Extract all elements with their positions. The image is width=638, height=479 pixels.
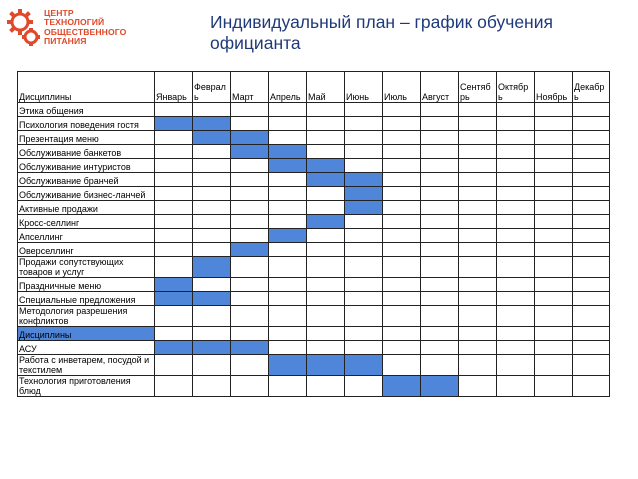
- schedule-cell: [155, 341, 193, 355]
- schedule-cell: [307, 341, 345, 355]
- month-header: Октябр ь: [497, 72, 535, 103]
- schedule-cell: [307, 243, 345, 257]
- schedule-cell: [459, 159, 497, 173]
- schedule-cell: [193, 376, 231, 397]
- schedule-cell: [155, 173, 193, 187]
- schedule-cell: [193, 215, 231, 229]
- schedule-cell: [231, 278, 269, 292]
- schedule-cell: [383, 376, 421, 397]
- month-header: Июль: [383, 72, 421, 103]
- schedule-cell: [155, 103, 193, 117]
- schedule-cell: [269, 243, 307, 257]
- discipline-name: Психология поведения гостя: [18, 117, 155, 131]
- schedule-cell: [497, 145, 535, 159]
- schedule-cell: [383, 257, 421, 278]
- schedule-cell: [497, 173, 535, 187]
- schedule-cell: [383, 229, 421, 243]
- month-header: Май: [307, 72, 345, 103]
- schedule-cell: [535, 145, 573, 159]
- schedule-cell: [497, 327, 535, 341]
- schedule-cell: [307, 215, 345, 229]
- page-title-line1: Индивидуальный план – график обучения: [210, 12, 553, 32]
- schedule-cell: [345, 117, 383, 131]
- discipline-name: Дисциплины: [18, 327, 155, 341]
- schedule-cell: [459, 355, 497, 376]
- schedule-cell: [535, 117, 573, 131]
- schedule-cell: [231, 215, 269, 229]
- schedule-cell: [535, 215, 573, 229]
- schedule-cell: [269, 187, 307, 201]
- month-header: Март: [231, 72, 269, 103]
- schedule-cell: [345, 355, 383, 376]
- table-row: [18, 341, 610, 355]
- schedule-cell: [345, 278, 383, 292]
- schedule-cell: [383, 355, 421, 376]
- schedule-cell: [421, 215, 459, 229]
- schedule-cell: [497, 376, 535, 397]
- schedule-cell: [459, 117, 497, 131]
- table-row: [18, 355, 610, 376]
- table-row: [18, 257, 610, 278]
- schedule-cell: [459, 306, 497, 327]
- schedule-cell: [421, 278, 459, 292]
- schedule-cell: [421, 341, 459, 355]
- schedule-cell: [383, 159, 421, 173]
- schedule-cell: [383, 243, 421, 257]
- gear-logo-icon: [6, 8, 42, 48]
- schedule-cell: [459, 131, 497, 145]
- schedule-cell: [535, 306, 573, 327]
- schedule-cell: [193, 278, 231, 292]
- schedule-cell: [193, 201, 231, 215]
- schedule-cell: [497, 341, 535, 355]
- schedule-cell: [383, 131, 421, 145]
- schedule-cell: [573, 131, 610, 145]
- schedule-cell: [155, 376, 193, 397]
- schedule-cell: [155, 187, 193, 201]
- schedule-cell: [535, 173, 573, 187]
- schedule-cell: [345, 306, 383, 327]
- discipline-name: Презентация меню: [18, 131, 155, 145]
- schedule-cell: [307, 131, 345, 145]
- schedule-cell: [573, 243, 610, 257]
- table-row: [18, 229, 610, 243]
- logo-line: ОБЩЕСТВЕННОГО: [44, 26, 127, 37]
- schedule-cell: [459, 376, 497, 397]
- schedule-cell: [155, 201, 193, 215]
- table-row: [18, 103, 610, 117]
- schedule-cell: [155, 131, 193, 145]
- schedule-cell: [573, 103, 610, 117]
- discipline-name: Специальные предложения: [18, 292, 155, 306]
- schedule-cell: [345, 376, 383, 397]
- schedule-cell: [155, 306, 193, 327]
- schedule-cell: [269, 201, 307, 215]
- schedule-cell: [231, 355, 269, 376]
- schedule-cell: [383, 103, 421, 117]
- schedule-cell: [155, 292, 193, 306]
- schedule-cell: [155, 159, 193, 173]
- page-title-line2: официанта: [210, 33, 301, 53]
- table-header-row: [18, 72, 610, 103]
- schedule-cell: [573, 145, 610, 159]
- schedule-cell: [345, 229, 383, 243]
- schedule-cell: [421, 257, 459, 278]
- schedule-cell: [421, 243, 459, 257]
- discipline-name: Обслуживание интуристов: [18, 159, 155, 173]
- schedule-cell: [497, 117, 535, 131]
- schedule-cell: [345, 243, 383, 257]
- schedule-cell: [307, 292, 345, 306]
- schedule-cell: [535, 159, 573, 173]
- discipline-header: Дисциплины: [18, 72, 155, 103]
- schedule-cell: [269, 306, 307, 327]
- table-row: [18, 278, 610, 292]
- table-row: [18, 327, 610, 341]
- schedule-cell: [497, 103, 535, 117]
- schedule-cell: [307, 257, 345, 278]
- schedule-cell: [459, 103, 497, 117]
- schedule-cell: [193, 257, 231, 278]
- schedule-cell: [383, 145, 421, 159]
- schedule-cell: [345, 292, 383, 306]
- schedule-cell: [573, 306, 610, 327]
- discipline-name: Оверселлинг: [18, 243, 155, 257]
- schedule-cell: [307, 327, 345, 341]
- schedule-cell: [421, 327, 459, 341]
- schedule-cell: [573, 159, 610, 173]
- schedule-cell: [497, 257, 535, 278]
- schedule-cell: [459, 341, 497, 355]
- discipline-name: Активные продажи: [18, 201, 155, 215]
- schedule-cell: [459, 215, 497, 229]
- schedule-cell: [535, 278, 573, 292]
- schedule-cell: [421, 173, 459, 187]
- schedule-cell: [269, 117, 307, 131]
- table-row: [18, 292, 610, 306]
- schedule-cell: [459, 145, 497, 159]
- schedule-cell: [193, 341, 231, 355]
- month-header: Сентяб рь: [459, 72, 497, 103]
- table-row: [18, 306, 610, 327]
- schedule-cell: [535, 201, 573, 215]
- schedule-cell: [345, 215, 383, 229]
- schedule-cell: [307, 145, 345, 159]
- schedule-cell: [345, 341, 383, 355]
- schedule-cell: [497, 131, 535, 145]
- schedule-cell: [421, 103, 459, 117]
- schedule-cell: [231, 103, 269, 117]
- discipline-name: Работа с инветарем, посудой и текстилем: [18, 355, 155, 376]
- schedule-cell: [155, 117, 193, 131]
- month-header: Ноябрь: [535, 72, 573, 103]
- schedule-cell: [193, 187, 231, 201]
- schedule-cell: [307, 355, 345, 376]
- table-row: [18, 159, 610, 173]
- schedule-cell: [421, 187, 459, 201]
- schedule-cell: [231, 257, 269, 278]
- schedule-cell: [573, 341, 610, 355]
- schedule-cell: [269, 215, 307, 229]
- schedule-cell: [269, 292, 307, 306]
- schedule-cell: [497, 355, 535, 376]
- schedule-cell: [535, 327, 573, 341]
- schedule-cell: [307, 306, 345, 327]
- schedule-cell: [269, 229, 307, 243]
- schedule-cell: [231, 229, 269, 243]
- training-schedule-table: [17, 71, 610, 397]
- schedule-cell: [497, 243, 535, 257]
- discipline-name: Праздничные меню: [18, 278, 155, 292]
- schedule-cell: [421, 355, 459, 376]
- month-header: Феврал ь: [193, 72, 231, 103]
- schedule-cell: [193, 243, 231, 257]
- schedule-cell: [345, 257, 383, 278]
- discipline-name: Обслуживание банкетов: [18, 145, 155, 159]
- schedule-cell: [573, 292, 610, 306]
- schedule-cell: [269, 145, 307, 159]
- schedule-cell: [231, 292, 269, 306]
- schedule-cell: [307, 376, 345, 397]
- schedule-cell: [193, 159, 231, 173]
- schedule-cell: [459, 229, 497, 243]
- schedule-cell: [535, 355, 573, 376]
- schedule-cell: [421, 201, 459, 215]
- schedule-cell: [345, 173, 383, 187]
- schedule-cell: [193, 117, 231, 131]
- discipline-name: АСУ: [18, 341, 155, 355]
- schedule-cell: [383, 215, 421, 229]
- schedule-cell: [231, 131, 269, 145]
- schedule-cell: [383, 117, 421, 131]
- schedule-cell: [193, 145, 231, 159]
- schedule-cell: [573, 229, 610, 243]
- schedule-cell: [345, 187, 383, 201]
- discipline-name: Кросс-селлинг: [18, 215, 155, 229]
- schedule-cell: [383, 341, 421, 355]
- schedule-cell: [231, 341, 269, 355]
- schedule-cell: [231, 173, 269, 187]
- schedule-cell: [421, 376, 459, 397]
- schedule-cell: [421, 159, 459, 173]
- month-header: Июнь: [345, 72, 383, 103]
- month-header: Январь: [155, 72, 193, 103]
- schedule-cell: [193, 131, 231, 145]
- schedule-cell: [383, 173, 421, 187]
- schedule-cell: [573, 201, 610, 215]
- logo-line: ПИТАНИЯ: [44, 36, 87, 47]
- schedule-cell: [459, 257, 497, 278]
- month-header: Август: [421, 72, 459, 103]
- logo-line: ЦЕНТР: [44, 8, 74, 18]
- discipline-name: Апселлинг: [18, 229, 155, 243]
- schedule-cell: [231, 327, 269, 341]
- schedule-cell: [345, 159, 383, 173]
- schedule-cell: [307, 278, 345, 292]
- schedule-cell: [421, 145, 459, 159]
- schedule-cell: [345, 327, 383, 341]
- schedule-cell: [573, 278, 610, 292]
- schedule-cell: [231, 159, 269, 173]
- schedule-cell: [193, 306, 231, 327]
- schedule-cell: [459, 278, 497, 292]
- discipline-name: Этика общения: [18, 103, 155, 117]
- schedule-cell: [421, 117, 459, 131]
- schedule-cell: [231, 376, 269, 397]
- schedule-cell: [193, 173, 231, 187]
- schedule-cell: [193, 327, 231, 341]
- schedule-cell: [535, 292, 573, 306]
- schedule-cell: [383, 306, 421, 327]
- month-header: Декабр ь: [573, 72, 610, 103]
- schedule-cell: [535, 187, 573, 201]
- schedule-cell: [421, 229, 459, 243]
- schedule-cell: [269, 341, 307, 355]
- schedule-cell: [421, 131, 459, 145]
- schedule-cell: [573, 257, 610, 278]
- schedule-cell: [459, 173, 497, 187]
- schedule-cell: [535, 257, 573, 278]
- discipline-name: Методология разрешения конфликтов: [18, 306, 155, 327]
- schedule-cell: [383, 292, 421, 306]
- logo-text: [44, 9, 156, 47]
- schedule-cell: [421, 292, 459, 306]
- schedule-cell: [269, 355, 307, 376]
- schedule-cell: [269, 376, 307, 397]
- schedule-cell: [307, 173, 345, 187]
- discipline-name: Обслуживание бизнес-ланчей: [18, 187, 155, 201]
- schedule-cell: [573, 187, 610, 201]
- schedule-cell: [497, 159, 535, 173]
- schedule-cell: [155, 327, 193, 341]
- table-row: [18, 131, 610, 145]
- schedule-cell: [307, 229, 345, 243]
- table-row: [18, 117, 610, 131]
- schedule-cell: [535, 229, 573, 243]
- schedule-cell: [155, 229, 193, 243]
- schedule-cell: [383, 278, 421, 292]
- schedule-cell: [269, 327, 307, 341]
- schedule-cell: [535, 341, 573, 355]
- page-title: [210, 12, 610, 54]
- schedule-cell: [345, 131, 383, 145]
- schedule-cell: [383, 201, 421, 215]
- schedule-cell: [193, 355, 231, 376]
- table-row: [18, 215, 610, 229]
- schedule-cell: [345, 201, 383, 215]
- table-row: [18, 376, 610, 397]
- schedule-cell: [497, 306, 535, 327]
- schedule-cell: [383, 327, 421, 341]
- schedule-cell: [307, 187, 345, 201]
- schedule-cell: [535, 376, 573, 397]
- discipline-name: Обслуживание бранчей: [18, 173, 155, 187]
- schedule-cell: [497, 187, 535, 201]
- schedule-cell: [535, 243, 573, 257]
- table-row: [18, 187, 610, 201]
- schedule-cell: [231, 201, 269, 215]
- schedule-cell: [497, 229, 535, 243]
- schedule-cell: [497, 201, 535, 215]
- schedule-cell: [573, 173, 610, 187]
- schedule-cell: [269, 173, 307, 187]
- schedule-cell: [497, 292, 535, 306]
- schedule-cell: [193, 103, 231, 117]
- schedule-cell: [193, 229, 231, 243]
- schedule-cell: [155, 215, 193, 229]
- schedule-cell: [307, 159, 345, 173]
- discipline-name: Технология приготовления блюд: [18, 376, 155, 397]
- schedule-cell: [269, 257, 307, 278]
- schedule-cell: [155, 243, 193, 257]
- schedule-cell: [307, 103, 345, 117]
- table-row: [18, 201, 610, 215]
- table-row: [18, 243, 610, 257]
- schedule-cell: [573, 327, 610, 341]
- table-row: [18, 173, 610, 187]
- schedule-cell: [231, 117, 269, 131]
- schedule-cell: [231, 243, 269, 257]
- schedule-cell: [459, 292, 497, 306]
- schedule-cell: [535, 131, 573, 145]
- schedule-cell: [155, 257, 193, 278]
- schedule-cell: [459, 243, 497, 257]
- schedule-cell: [307, 201, 345, 215]
- schedule-cell: [193, 292, 231, 306]
- schedule-cell: [345, 103, 383, 117]
- schedule-cell: [573, 355, 610, 376]
- logo-line: ТЕХНОЛОГИЙ: [44, 17, 105, 28]
- schedule-cell: [459, 187, 497, 201]
- schedule-cell: [459, 201, 497, 215]
- schedule-cell: [345, 145, 383, 159]
- company-logo: [6, 6, 156, 62]
- schedule-cell: [231, 187, 269, 201]
- schedule-cell: [383, 187, 421, 201]
- schedule-cell: [269, 278, 307, 292]
- schedule-cell: [155, 278, 193, 292]
- schedule-cell: [497, 215, 535, 229]
- schedule-cell: [497, 278, 535, 292]
- month-header: Апрель: [269, 72, 307, 103]
- schedule-cell: [231, 145, 269, 159]
- schedule-cell: [573, 215, 610, 229]
- schedule-cell: [535, 103, 573, 117]
- table-row: [18, 145, 610, 159]
- schedule-cell: [307, 117, 345, 131]
- schedule-cell: [269, 103, 307, 117]
- schedule-cell: [421, 306, 459, 327]
- schedule-cell: [459, 327, 497, 341]
- schedule-cell: [155, 145, 193, 159]
- schedule-cell: [269, 131, 307, 145]
- schedule-cell: [573, 117, 610, 131]
- schedule-cell: [231, 306, 269, 327]
- discipline-name: Продажи сопутствующих товаров и услуг: [18, 257, 155, 278]
- schedule-cell: [573, 376, 610, 397]
- schedule-cell: [269, 159, 307, 173]
- schedule-cell: [155, 355, 193, 376]
